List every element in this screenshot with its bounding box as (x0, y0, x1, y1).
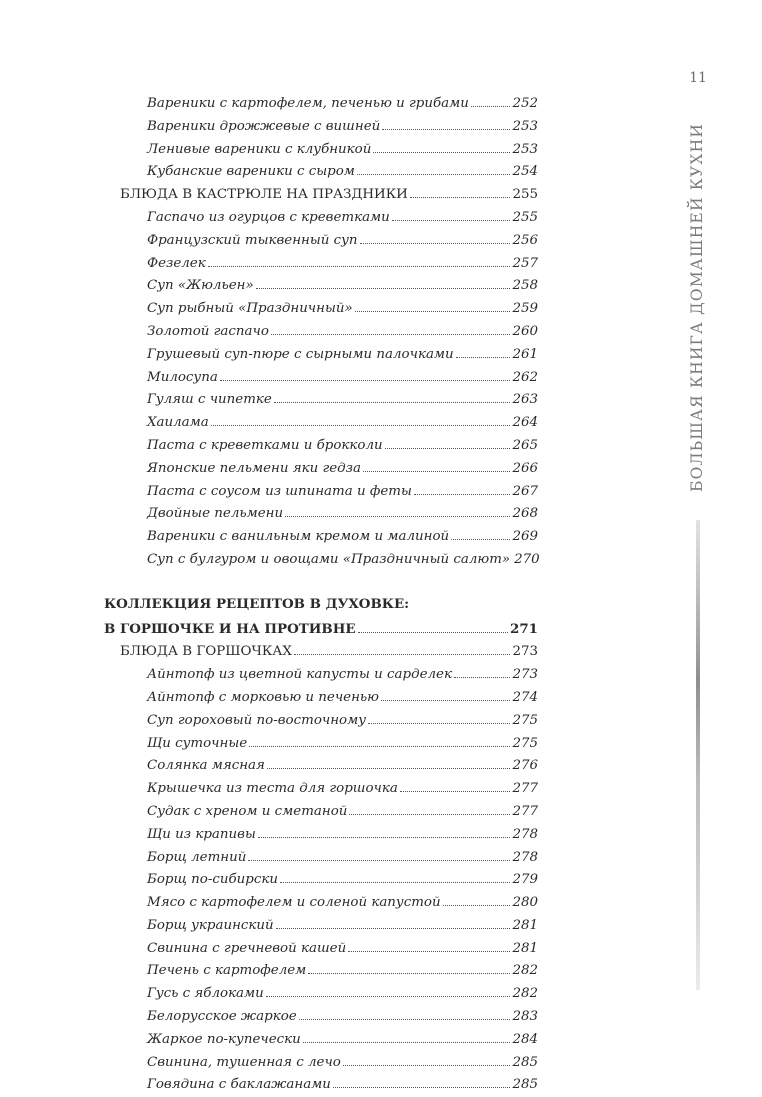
toc-entry-title: Паста с соусом из шпината и феты (147, 483, 412, 499)
toc-row (0, 321, 560, 344)
toc-entry-page: 258 (512, 278, 538, 294)
toc-entry-title: Крышечка из теста для горшочка (147, 781, 398, 797)
toc-leader-dots (308, 960, 510, 974)
toc-leader-dots (400, 778, 511, 792)
toc-row (0, 298, 560, 321)
toc-entry-title: Судак с хреном и сметаной (147, 803, 348, 819)
toc-entry-page: 269 (512, 529, 538, 545)
toc-entry-title: Вареники с ванильным кремом и малиной (147, 529, 450, 545)
toc-row (0, 892, 560, 915)
toc-entry-title: Суп гороховый по-восточному (147, 712, 366, 728)
toc-entry-page: 265 (512, 437, 538, 453)
toc-entry-page: 278 (512, 849, 538, 865)
toc-entry-page: 282 (512, 986, 538, 1002)
toc-recipe-entry[interactable] (147, 207, 538, 226)
toc-entry-page: 284 (512, 1031, 538, 1047)
toc-row (0, 733, 560, 756)
toc-recipe-entry[interactable] (147, 733, 538, 752)
toc-leader-dots (382, 116, 510, 130)
toc-leader-dots (267, 755, 511, 769)
toc-row (0, 481, 560, 504)
toc-leader-dots (333, 1074, 511, 1088)
toc-leader-dots (258, 824, 511, 838)
toc-row (0, 458, 560, 481)
toc-entry-title: Вареники с картофелем, печенью и грибами (147, 96, 469, 111)
toc-row (0, 389, 560, 412)
toc-entry-page: 260 (512, 323, 538, 339)
toc-leader-dots (358, 619, 508, 633)
toc-leader-dots (368, 710, 510, 724)
toc-part-1 (0, 93, 560, 572)
toc-recipe-entry[interactable] (147, 1074, 538, 1093)
toc-leader-dots (266, 983, 511, 997)
toc-entry-title: Айнтопф из цветной капусты и сарделек (147, 667, 452, 683)
toc-entry-page: 261 (512, 346, 538, 362)
toc-entry-title: Гуляш с чипетке (147, 392, 272, 408)
toc-entry-page: 281 (512, 917, 538, 933)
section-heading-line2[interactable] (104, 619, 538, 638)
toc-chapter-entry[interactable] (120, 641, 538, 660)
toc-leader-dots (285, 503, 510, 517)
toc-entry-title: Гусь с яблоками (147, 986, 264, 1002)
toc-leader-dots (355, 298, 511, 312)
toc-entry-title: Свинина, тушенная с лечо (147, 1054, 341, 1070)
toc-entry-page: 277 (512, 803, 538, 819)
toc-leader-dots (343, 1052, 511, 1066)
toc-entry-title: Золотой гаспачо (147, 323, 269, 339)
toc-recipe-entry[interactable] (147, 1052, 538, 1071)
toc-row (0, 1052, 560, 1075)
toc-leader-dots (360, 230, 511, 244)
toc-leader-dots (299, 1006, 511, 1020)
toc-recipe-entry[interactable] (147, 367, 538, 386)
toc-leader-dots (363, 458, 511, 472)
toc-leader-dots (349, 801, 510, 815)
toc-entry-title: Ленивые вареники с клубникой (147, 141, 372, 157)
toc-entry-title: Борщ летний (147, 849, 247, 865)
toc-leader-dots (456, 344, 511, 358)
toc-entry-title: Солянка мясная (147, 758, 265, 774)
toc-row (0, 412, 560, 435)
toc-entry-page: 283 (512, 1009, 538, 1025)
toc-leader-dots (385, 435, 511, 449)
toc-entry-page: 253 (512, 141, 538, 157)
toc-entry-page: 266 (512, 460, 538, 476)
toc-part-2 (0, 641, 560, 1097)
toc-recipe-entry[interactable] (147, 298, 538, 317)
toc-entry-page: 252 (512, 96, 538, 111)
toc-entry-title: Борщ украинский (147, 917, 274, 933)
toc-recipe-entry[interactable] (147, 869, 538, 888)
toc-recipe-entry[interactable] (147, 412, 538, 431)
toc-recipe-entry[interactable] (147, 687, 538, 706)
side-title: БОЛЬШАЯ КНИГА ДОМАШНЕЙ КУХНИ (688, 122, 706, 492)
toc-gap (0, 572, 560, 596)
toc-row (0, 938, 560, 961)
toc-entry-page: 257 (512, 255, 538, 271)
toc-recipe-entry[interactable] (147, 458, 538, 477)
toc-row (0, 960, 560, 983)
toc-recipe-entry[interactable] (147, 1029, 538, 1048)
section-heading-page: 271 (510, 620, 538, 637)
toc-entry-page: 263 (512, 392, 538, 408)
toc-entry-page: 281 (512, 940, 538, 956)
toc-leader-dots (249, 733, 510, 747)
toc-entry-page: 255 (512, 209, 538, 225)
toc-recipe-entry[interactable] (147, 892, 538, 911)
toc-recipe-entry[interactable] (147, 915, 538, 934)
toc-row (0, 983, 560, 1006)
toc-entry-page: 268 (512, 506, 538, 522)
toc-recipe-entry[interactable] (147, 778, 538, 797)
toc-recipe-entry[interactable] (147, 755, 538, 774)
toc-entry-page: 262 (512, 369, 538, 385)
toc-leader-dots (443, 892, 511, 906)
section-heading-line1-row (0, 596, 560, 619)
toc-entry-page: 274 (512, 689, 538, 705)
toc-leader-dots (471, 93, 511, 107)
toc-entry-title: БЛЮДА В КАСТРЮЛЕ НА ПРАЗДНИКИ (120, 187, 408, 203)
toc-leader-dots (256, 275, 511, 289)
toc-entry-page: 259 (512, 301, 538, 317)
toc-row (0, 869, 560, 892)
toc-entry-title: Суп рыбный «Праздничный» (147, 301, 353, 317)
toc-entry-page: 255 (512, 187, 538, 203)
toc-recipe-entry[interactable] (147, 664, 538, 683)
toc-row (0, 824, 560, 847)
toc-recipe-entry[interactable] (147, 139, 538, 158)
toc-entry-page: 280 (512, 895, 538, 911)
toc-recipe-entry[interactable] (147, 230, 538, 249)
side-decorative-bar (696, 520, 700, 990)
toc-row (0, 116, 560, 139)
toc-entry-title: Жаркое по-купечески (147, 1031, 301, 1047)
toc-leader-dots (274, 389, 511, 403)
toc-row (0, 1029, 560, 1052)
toc-recipe-entry[interactable] (147, 1006, 538, 1025)
toc-recipe-entry[interactable] (147, 549, 538, 568)
toc-entry-page: 282 (512, 963, 538, 979)
toc-leader-dots (248, 847, 510, 861)
toc-leader-dots (357, 161, 511, 175)
toc-entry-title: Кубанские вареники с сыром (147, 164, 355, 180)
toc-leader-dots (373, 139, 510, 153)
toc-leader-dots (211, 412, 511, 426)
toc-entry-title: Двойные пельмени (147, 506, 284, 522)
toc-entry-page: 275 (512, 712, 538, 728)
toc-entry-page: 279 (512, 872, 538, 888)
page-number: 11 (689, 70, 707, 86)
toc-entry-title: Грушевый суп-пюре с сырными палочками (147, 346, 454, 362)
toc-recipe-entry[interactable] (147, 938, 538, 957)
toc-entry-title: Айнтопф с морковью и печенью (147, 689, 379, 705)
toc-row (0, 710, 560, 733)
toc-recipe-entry[interactable] (147, 960, 538, 979)
toc-recipe-entry[interactable] (147, 93, 538, 112)
toc-row (0, 139, 560, 162)
toc-recipe-entry[interactable] (147, 435, 538, 454)
toc-entry-page: 275 (512, 735, 538, 751)
toc-entry-page: 278 (512, 826, 538, 842)
toc-entry-page: 285 (512, 1077, 538, 1093)
toc-leader-dots (276, 915, 511, 929)
section-heading-line2-row (0, 619, 560, 642)
toc-leader-dots (220, 367, 511, 381)
toc-row (0, 801, 560, 824)
toc-leader-dots (414, 481, 511, 495)
toc-leader-dots (348, 938, 510, 952)
toc-recipe-entry[interactable] (147, 116, 538, 135)
section-heading-line1-text: КОЛЛЕКЦИЯ РЕЦЕПТОВ В ДУХОВКЕ: (104, 595, 410, 612)
toc-row (0, 549, 560, 572)
toc-entry-page: 273 (512, 644, 538, 660)
toc-recipe-entry[interactable] (147, 801, 538, 820)
toc-recipe-entry[interactable] (147, 275, 538, 294)
toc-entry-title: Французский тыквенный суп (147, 232, 358, 248)
toc-entry-title: Говядина с баклажанами (147, 1077, 331, 1093)
toc-recipe-entry[interactable] (147, 983, 538, 1002)
toc-entry-page: 264 (512, 415, 538, 431)
toc-row (0, 161, 560, 184)
toc-row (0, 435, 560, 458)
toc-row (0, 344, 560, 367)
toc-row (0, 1074, 560, 1097)
toc-recipe-entry[interactable] (147, 847, 538, 866)
toc-leader-dots (208, 253, 511, 267)
toc-entry-page: 276 (512, 758, 538, 774)
toc-leader-dots (454, 664, 510, 678)
toc-leader-dots (410, 184, 511, 198)
toc-row (0, 664, 560, 687)
toc-recipe-entry[interactable] (147, 344, 538, 363)
toc-entry-title: Суп «Жюльен» (147, 278, 254, 294)
toc-entry-title: Японские пельмени яки гедза (147, 460, 361, 476)
toc-row (0, 755, 560, 778)
toc-row (0, 1006, 560, 1029)
toc-entry-page: 270 (514, 551, 540, 567)
toc-entry-title: Свинина с гречневой кашей (147, 940, 347, 956)
toc-row (0, 367, 560, 390)
toc-entry-title: Гаспачо из огурцов с креветками (147, 209, 390, 225)
toc-entry-page: 254 (512, 164, 538, 180)
toc-entry-title: Суп с булгуром и овощами «Праздничный салют» (147, 551, 511, 567)
toc-row (0, 847, 560, 870)
toc-recipe-entry[interactable] (147, 481, 538, 500)
toc-leader-dots (271, 321, 511, 335)
toc-entry-title: Борщ по-сибирски (147, 872, 278, 888)
toc-recipe-entry[interactable] (147, 503, 538, 522)
toc-entry-title: Фезелек (147, 255, 206, 271)
toc-leader-dots (451, 526, 510, 540)
toc-entry-title: Паста с креветками и брокколи (147, 437, 383, 453)
toc-row (0, 915, 560, 938)
toc-row (0, 184, 560, 207)
toc-leader-dots (294, 641, 511, 655)
toc-row (0, 207, 560, 230)
toc-recipe-entry[interactable] (147, 824, 538, 843)
toc-entry-page: 273 (512, 667, 538, 683)
toc-entry-title: Вареники дрожжевые с вишней (147, 118, 381, 134)
toc-row (0, 230, 560, 253)
toc-recipe-entry[interactable] (147, 389, 538, 408)
toc-entry-page: 256 (512, 232, 538, 248)
toc-recipe-entry[interactable] (147, 321, 538, 340)
toc-recipe-entry[interactable] (147, 710, 538, 729)
toc-row (0, 526, 560, 549)
toc-recipe-entry[interactable] (147, 161, 538, 180)
table-of-contents (0, 93, 560, 1097)
toc-entry-title: Милосупа (147, 369, 218, 385)
toc-row (0, 275, 560, 298)
toc-entry-title: Хаилама (147, 415, 209, 431)
toc-entry-title: Щи из крапивы (147, 826, 256, 842)
toc-entry-title: БЛЮДА В ГОРШОЧКАХ (120, 644, 292, 660)
toc-entry-title: Мясо с картофелем и соленой капустой (147, 895, 441, 911)
toc-entry-page: 277 (512, 781, 538, 797)
toc-row (0, 641, 560, 664)
toc-leader-dots (280, 869, 510, 883)
toc-leader-dots (381, 687, 510, 701)
toc-entry-page: 285 (512, 1054, 538, 1070)
toc-entry-title: Белорусское жаркое (147, 1009, 297, 1025)
toc-recipe-entry[interactable] (147, 526, 538, 545)
toc-leader-dots (303, 1029, 511, 1043)
toc-row (0, 253, 560, 276)
toc-row (0, 503, 560, 526)
section-heading-line1 (104, 596, 538, 613)
toc-recipe-entry[interactable] (147, 253, 538, 272)
toc-row (0, 93, 560, 116)
toc-row (0, 778, 560, 801)
toc-entry-title: Печень с картофелем (147, 963, 307, 979)
toc-entry-page: 253 (512, 118, 538, 134)
toc-entry-page: 267 (512, 483, 538, 499)
toc-leader-dots (392, 207, 511, 221)
section-heading-line2-text: В ГОРШОЧКЕ И НА ПРОТИВНЕ (104, 620, 356, 637)
toc-row (0, 687, 560, 710)
toc-entry-title: Щи суточные (147, 735, 248, 751)
toc-chapter-entry[interactable] (120, 184, 538, 203)
